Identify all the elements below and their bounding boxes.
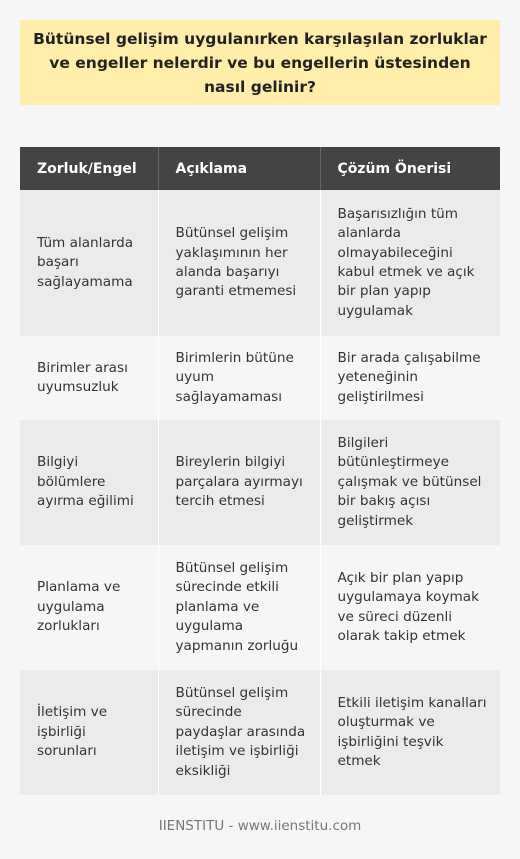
header-description: Açıklama: [158, 147, 320, 190]
cell-challenge: Bilgiyi bölümlere ayırma eğilimi: [20, 420, 158, 545]
footer-credit: IIENSTITU - www.iienstitu.com: [158, 818, 362, 834]
cell-solution: Bilgileri bütünleştirmeye çalışmak ve bütünsel bir bakış açısı geliştirmek: [320, 420, 500, 545]
header-solution: Çözüm Önerisi: [320, 147, 500, 190]
cell-description: Bütünsel gelişim yaklaşımının her alanda başarıyı garanti etmemesi: [158, 190, 320, 336]
cell-challenge: İletişim ve işbirliği sorunları: [20, 670, 158, 795]
challenges-table: [20, 147, 500, 795]
cell-solution: Açık bir plan yapıp uygulamaya koymak ve süreci düzenli olarak takip etmek: [320, 545, 500, 670]
cell-challenge: Planlama ve uygulama zorlukları: [20, 545, 158, 670]
cell-description: Bütünsel gelişim sürecinde paydaşlar arasında iletişim ve işbirliği eksikliği: [158, 670, 320, 795]
cell-description: Bütünsel gelişim sürecinde etkili planlama ve uygulama yapmanın zorluğu: [158, 545, 320, 670]
cell-description: Birimlerin bütüne uyum sağlayamaması: [158, 336, 320, 420]
table-row: [20, 420, 500, 545]
cell-solution: Bir arada çalışabilme yeteneğinin geliştirilmesi: [320, 336, 500, 420]
cell-solution: Etkili iletişim kanalları oluşturmak ve işbirliğini teşvik etmek: [320, 670, 500, 795]
header-challenge: Zorluk/Engel: [20, 147, 158, 190]
cell-solution: Başarısızlığın tüm alanlarda olmayabileceğini kabul etmek ve açık bir plan yapıp uygulamak: [320, 190, 500, 336]
table-row: [20, 670, 500, 795]
table-row: [20, 545, 500, 670]
cell-challenge: Tüm alanlarda başarı sağlayamama: [20, 190, 158, 336]
cell-description: Bireylerin bilgiyi parçalara ayırmayı tercih etmesi: [158, 420, 320, 545]
table-row: [20, 336, 500, 420]
title-banner: [20, 20, 500, 105]
table-header-row: [20, 147, 500, 190]
table-row: [20, 190, 500, 336]
page-title: Bütünsel gelişim uygulanırken karşılaşılan zorluklar ve engeller nelerdir ve bu engellerin üstesinden nasıl gelinir?: [33, 29, 487, 96]
cell-challenge: Birimler arası uyumsuzluk: [20, 336, 158, 420]
